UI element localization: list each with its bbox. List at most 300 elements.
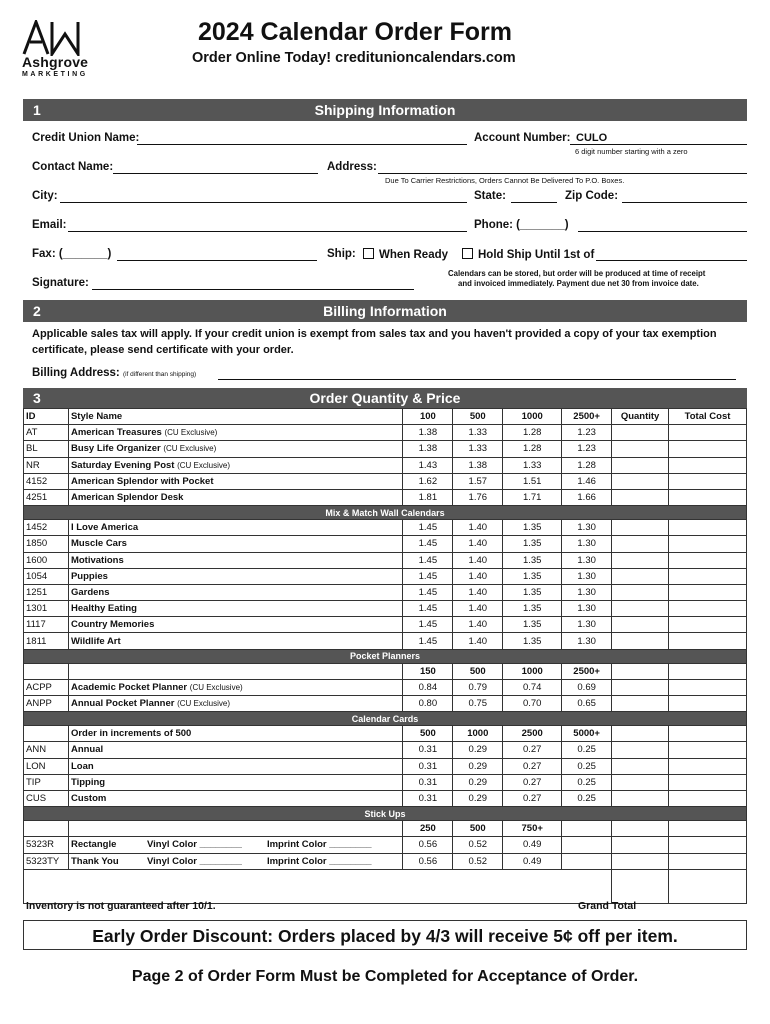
item-name-text: Muscle Cars [70,538,127,550]
price-cell: 1.40 [453,601,503,617]
price-cell: 1.28 [503,441,562,457]
price-cell: 0.31 [403,758,453,774]
storage-note-2: and invoiced immediately. Payment due net 30 from invoice date. [458,279,699,288]
table-row [24,774,747,790]
quantity-cell [612,726,669,742]
signature-label: Signature: [32,277,89,289]
item-name-text: Country Memories [70,619,155,631]
address-label: Address: [327,161,377,173]
table-row [24,758,747,774]
item-note: (CU Exclusive) [177,460,230,470]
price-cell: 1.45 [403,601,453,617]
price-cell: 1.33 [503,457,562,473]
quantity-cell[interactable] [612,489,669,505]
price-cell: 0.49 [503,853,562,869]
hold-ship-month-field[interactable] [596,248,747,261]
qty-tier: 1000 [503,663,562,679]
header-qty-tier: 1000 [503,409,562,425]
table-row [24,790,747,806]
total-cost-cell [669,853,747,869]
grand-total-row [24,869,747,903]
account-number-label: Account Number: [474,132,571,144]
when-ready-label: When Ready [379,249,449,261]
price-cell: 1.38 [403,425,453,441]
item-name [68,790,402,806]
when-ready-checkbox[interactable] [363,248,374,259]
item-name [68,679,402,695]
table-row [24,853,747,869]
price-cell: 0.65 [562,696,612,712]
item-name [68,742,402,758]
quantity-cell[interactable] [612,633,669,649]
item-name [68,633,402,649]
hold-ship-label: Hold Ship Until 1st of [478,249,595,261]
tax-text-1: Applicable sales tax will apply. If your credit union is exempt from sales tax and you haven't provided a copy of your tax exemption [32,328,717,340]
logo-mark-icon [22,20,88,56]
item-id: 4251 [24,489,69,505]
item-name [68,663,402,679]
section-number: 3 [33,390,41,406]
grand-total-label: Grand Total [578,900,637,912]
total-cost-cell [669,742,747,758]
price-cell: 1.57 [453,473,503,489]
item-name [68,552,402,568]
total-cost-cell [669,601,747,617]
price-cell: 1.30 [562,536,612,552]
price-cell: 0.74 [503,679,562,695]
price-cell: 0.52 [453,837,503,853]
section-bar-shipping [23,99,747,121]
quantity-cell[interactable] [612,696,669,712]
table-row [24,441,747,457]
price-cell: 0.80 [403,696,453,712]
price-cell: 1.35 [503,584,562,600]
price-cell: 1.76 [453,489,503,505]
total-cost-cell [669,473,747,489]
price-cell: 1.35 [503,536,562,552]
header-id: ID [24,409,69,425]
total-cost-cell [669,821,747,837]
price-cell: 0.27 [503,790,562,806]
quantity-cell[interactable] [612,758,669,774]
item-name [68,473,402,489]
item-id [24,663,69,679]
price-cell: 0.29 [453,742,503,758]
tier-header-row [24,821,747,837]
price-cell: 1.40 [453,633,503,649]
price-cell: 1.35 [503,633,562,649]
price-cell [562,853,612,869]
price-cell: 0.29 [453,790,503,806]
inventory-note: Inventory is not guaranteed after 10/1. [26,900,216,912]
grand-total-cell[interactable] [669,869,747,903]
price-cell: 1.45 [403,584,453,600]
phone-label: Phone: (_______) [474,219,569,231]
ashgrove-logo [22,20,102,78]
quantity-cell[interactable] [612,742,669,758]
item-id: TIP [24,774,69,790]
credit-union-label: Credit Union Name: [32,132,140,144]
total-cost-cell [669,726,747,742]
price-cell: 1.30 [562,584,612,600]
price-cell: 0.56 [403,853,453,869]
table-row [24,617,747,633]
price-cell: 1.38 [403,441,453,457]
total-cost-cell [669,536,747,552]
qty-tier [562,821,612,837]
city-field[interactable] [60,190,467,203]
item-name [68,425,402,441]
table-section-row [24,807,747,821]
total-cost-cell [669,758,747,774]
quantity-cell[interactable] [612,441,669,457]
table-row [24,601,747,617]
price-cell: 1.81 [403,489,453,505]
email-label: Email: [32,219,67,231]
item-note: (CU Exclusive) [164,428,218,438]
item-id: 1054 [24,568,69,584]
price-cell: 1.28 [562,457,612,473]
price-cell: 1.30 [562,617,612,633]
item-id: CUS [24,790,69,806]
item-id [24,821,69,837]
storage-note-1: Calendars can be stored, but order will be produced at time of receipt [448,269,706,278]
quantity-cell[interactable] [612,601,669,617]
qty-tier: 750+ [503,821,562,837]
price-cell: 0.29 [453,758,503,774]
price-cell: 1.45 [403,520,453,536]
price-cell: 0.25 [562,774,612,790]
item-name-text: American Treasures [70,427,162,439]
billing-address-field[interactable] [218,367,736,380]
qty-tier: 2500 [503,726,562,742]
item-id: 4152 [24,473,69,489]
quantity-cell[interactable] [612,790,669,806]
page-note: Page 2 of Order Form Must be Completed for Acceptance of Order. [131,968,639,985]
phone-field[interactable] [578,219,747,232]
total-cost-cell [669,584,747,600]
price-cell: 0.31 [403,742,453,758]
price-cell: 0.25 [562,790,612,806]
header-qty-tier: 2500+ [562,409,612,425]
table-row [24,473,747,489]
section-label: Billing Information [323,303,447,319]
price-cell: 0.31 [403,774,453,790]
item-name-text: Gardens [70,586,110,598]
table-row [24,520,747,536]
qty-tier: 2500+ [562,663,612,679]
imprint-color-field[interactable]: Imprint Color ________ [266,855,372,867]
item-name [68,821,402,837]
item-name-text: Annual [70,744,104,756]
item-id: 1850 [24,536,69,552]
total-cost-cell [669,568,747,584]
section-bar-billing [23,300,747,322]
logo-sub: MARKETING [22,71,88,78]
zip-code-field[interactable] [622,190,747,203]
item-name [68,617,402,633]
item-name-text: Annual Pocket Planner [70,698,175,710]
section-label: Order Quantity & Price [309,390,461,406]
qty-tier: 5000+ [562,726,612,742]
account-number-value: CULO [576,132,608,144]
price-cell: 1.46 [562,473,612,489]
state-field[interactable] [511,190,557,203]
qty-tier: 150 [403,663,453,679]
billing-address-note: (if different than shipping) [122,371,197,378]
price-cell: 0.27 [503,758,562,774]
hold-ship-checkbox[interactable] [462,248,473,259]
quantity-cell[interactable] [612,457,669,473]
item-id: ACPP [24,679,69,695]
fax-field[interactable] [117,248,317,261]
price-cell: 1.28 [503,425,562,441]
item-id: 1301 [24,601,69,617]
item-name-text: Motivations [70,554,124,566]
header-total-cost: Total Cost [669,409,747,425]
quantity-cell[interactable] [612,568,669,584]
price-cell: 0.29 [453,774,503,790]
quantity-cell [612,821,669,837]
section-number: 2 [33,303,41,319]
item-id: 1117 [24,617,69,633]
qty-tier: 1000 [453,726,503,742]
tier-header-row [24,663,747,679]
quantity-cell[interactable] [612,425,669,441]
item-id: 1600 [24,552,69,568]
total-cost-cell [669,679,747,695]
item-name-text: Thank You [70,855,119,867]
price-cell: 0.27 [503,742,562,758]
price-cell: 1.71 [503,489,562,505]
price-cell: 1.51 [503,473,562,489]
price-cell: 1.45 [403,536,453,552]
quantity-cell[interactable] [612,536,669,552]
price-cell: 1.33 [453,425,503,441]
price-cell: 1.40 [453,536,503,552]
item-id [24,726,69,742]
table-row [24,425,747,441]
zip-code-label: Zip Code: [565,190,619,202]
item-name [68,774,402,790]
section-bar-order [23,388,747,408]
table-header-row [24,409,747,425]
vinyl-color-field[interactable]: Vinyl Color ________ [146,839,242,851]
item-name-text: American Splendor Desk [70,492,184,504]
price-cell: 0.84 [403,679,453,695]
total-cost-cell [669,663,747,679]
section-title: Pocket Planners [24,649,747,663]
total-cost-cell [669,520,747,536]
price-cell: 1.35 [503,568,562,584]
total-cost-cell [669,774,747,790]
section-title: Stick Ups [24,807,747,821]
price-cell: 0.56 [403,837,453,853]
email-field[interactable] [68,219,467,232]
item-name-text: Wildlife Art [70,635,121,647]
item-name [68,520,402,536]
item-name [68,853,402,869]
fax-label: Fax: (_______) [32,248,112,260]
address-field[interactable] [378,161,747,174]
item-note: (CU Exclusive) [177,699,230,709]
item-id: AT [24,425,69,441]
quantity-cell[interactable] [612,837,669,853]
logo-name: Ashgrove [22,54,89,70]
billing-address-label-row [32,367,196,379]
price-cell: 0.79 [453,679,503,695]
hold-ship-option[interactable] [462,248,594,261]
price-cell: 1.30 [562,633,612,649]
price-cell: 0.70 [503,696,562,712]
section-number: 1 [33,102,41,118]
item-id: 1811 [24,633,69,649]
price-cell: 1.30 [562,568,612,584]
price-cell: 0.69 [562,679,612,695]
price-cell: 1.30 [562,601,612,617]
item-name [68,457,402,473]
price-cell [562,837,612,853]
total-cost-cell [669,457,747,473]
price-cell: 1.40 [453,584,503,600]
item-note: (CU Exclusive) [189,682,243,692]
quantity-cell[interactable] [612,679,669,695]
header-style-name: Style Name [68,409,402,425]
contact-name-label: Contact Name: [32,161,114,173]
price-cell: 1.40 [453,552,503,568]
grand-total-spacer [24,869,612,903]
item-name-text: Loan [70,760,94,772]
item-name-text: Order in increments of 500 [70,728,192,740]
quantity-cell[interactable] [612,473,669,489]
header-qty-tier: 100 [403,409,453,425]
state-label: State: [474,190,506,202]
signature-field[interactable] [92,277,414,290]
item-name [68,837,402,853]
item-id: BL [24,441,69,457]
item-name [68,489,402,505]
item-id: 5323R [24,837,69,853]
quantity-cell[interactable] [612,584,669,600]
table-row [24,457,747,473]
table-section-row [24,506,747,520]
credit-union-field[interactable] [137,132,467,145]
table-row [24,696,747,712]
page-title: 2024 Calendar Order Form [198,18,513,46]
table-row [24,742,747,758]
section-label: Shipping Information [314,102,456,118]
price-cell: 1.23 [562,441,612,457]
when-ready-option[interactable] [363,248,448,261]
page-subtitle: Order Online Today! creditunioncalendars.com [192,50,516,66]
table-row [24,552,747,568]
item-name [68,568,402,584]
price-cell: 1.45 [403,568,453,584]
qty-tier: 250 [403,821,453,837]
price-cell: 0.27 [503,774,562,790]
item-name-text: Puppies [70,570,108,582]
table-row [24,837,747,853]
item-id: ANPP [24,696,69,712]
item-name-text: Rectangle [70,839,117,851]
section-title: Calendar Cards [24,712,747,726]
item-id: LON [24,758,69,774]
item-name [68,441,402,457]
item-name-text: American Splendor with Pocket [70,475,214,487]
header-qty-tier: 500 [453,409,503,425]
table-row [24,679,747,695]
table-section-row [24,649,747,663]
quantity-cell[interactable] [612,520,669,536]
price-cell: 1.40 [453,520,503,536]
price-cell: 1.40 [453,568,503,584]
order-table [23,408,747,904]
qty-tier: 500 [453,663,503,679]
table-row [24,633,747,649]
tier-header-row [24,726,747,742]
price-cell: 0.49 [503,837,562,853]
item-name-text: Busy Life Organizer [70,443,161,455]
total-cost-cell [669,552,747,568]
address-note: Due To Carrier Restrictions, Orders Cannot Be Delivered To P.O. Boxes. [385,176,625,185]
table-row [24,568,747,584]
price-cell: 1.35 [503,601,562,617]
price-cell: 1.30 [562,520,612,536]
item-id: ANN [24,742,69,758]
total-cost-cell [669,633,747,649]
total-cost-cell [669,441,747,457]
total-cost-cell [669,790,747,806]
price-cell: 0.75 [453,696,503,712]
quantity-cell[interactable] [612,774,669,790]
price-cell: 1.66 [562,489,612,505]
item-name-text: Tipping [70,776,106,788]
table-row [24,489,747,505]
item-name-text: Healthy Eating [70,603,137,615]
account-number-note: 6 digit number starting with a zero [575,147,688,156]
price-cell: 1.45 [403,552,453,568]
item-id: NR [24,457,69,473]
total-cost-cell [669,489,747,505]
price-cell: 0.25 [562,758,612,774]
price-cell: 1.23 [562,425,612,441]
item-name-text: Custom [70,793,107,805]
quantity-cell[interactable] [612,552,669,568]
item-name [68,584,402,600]
item-name [68,758,402,774]
quantity-cell[interactable] [612,617,669,633]
imprint-color-field[interactable]: Imprint Color ________ [266,839,372,851]
item-id: 1452 [24,520,69,536]
price-cell: 1.35 [503,552,562,568]
price-cell: 0.25 [562,742,612,758]
item-note: (CU Exclusive) [163,444,217,454]
price-cell: 1.40 [453,617,503,633]
total-cost-cell [669,617,747,633]
account-number-field[interactable] [570,132,747,145]
price-cell: 1.30 [562,552,612,568]
price-cell: 1.45 [403,633,453,649]
item-name [68,726,402,742]
contact-name-field[interactable] [113,161,318,174]
item-name-text: I Love America [70,522,139,534]
vinyl-color-field[interactable]: Vinyl Color ________ [146,855,242,867]
price-cell: 1.35 [503,520,562,536]
item-name [68,536,402,552]
quantity-cell [612,663,669,679]
price-cell: 1.38 [453,457,503,473]
quantity-cell[interactable] [612,853,669,869]
